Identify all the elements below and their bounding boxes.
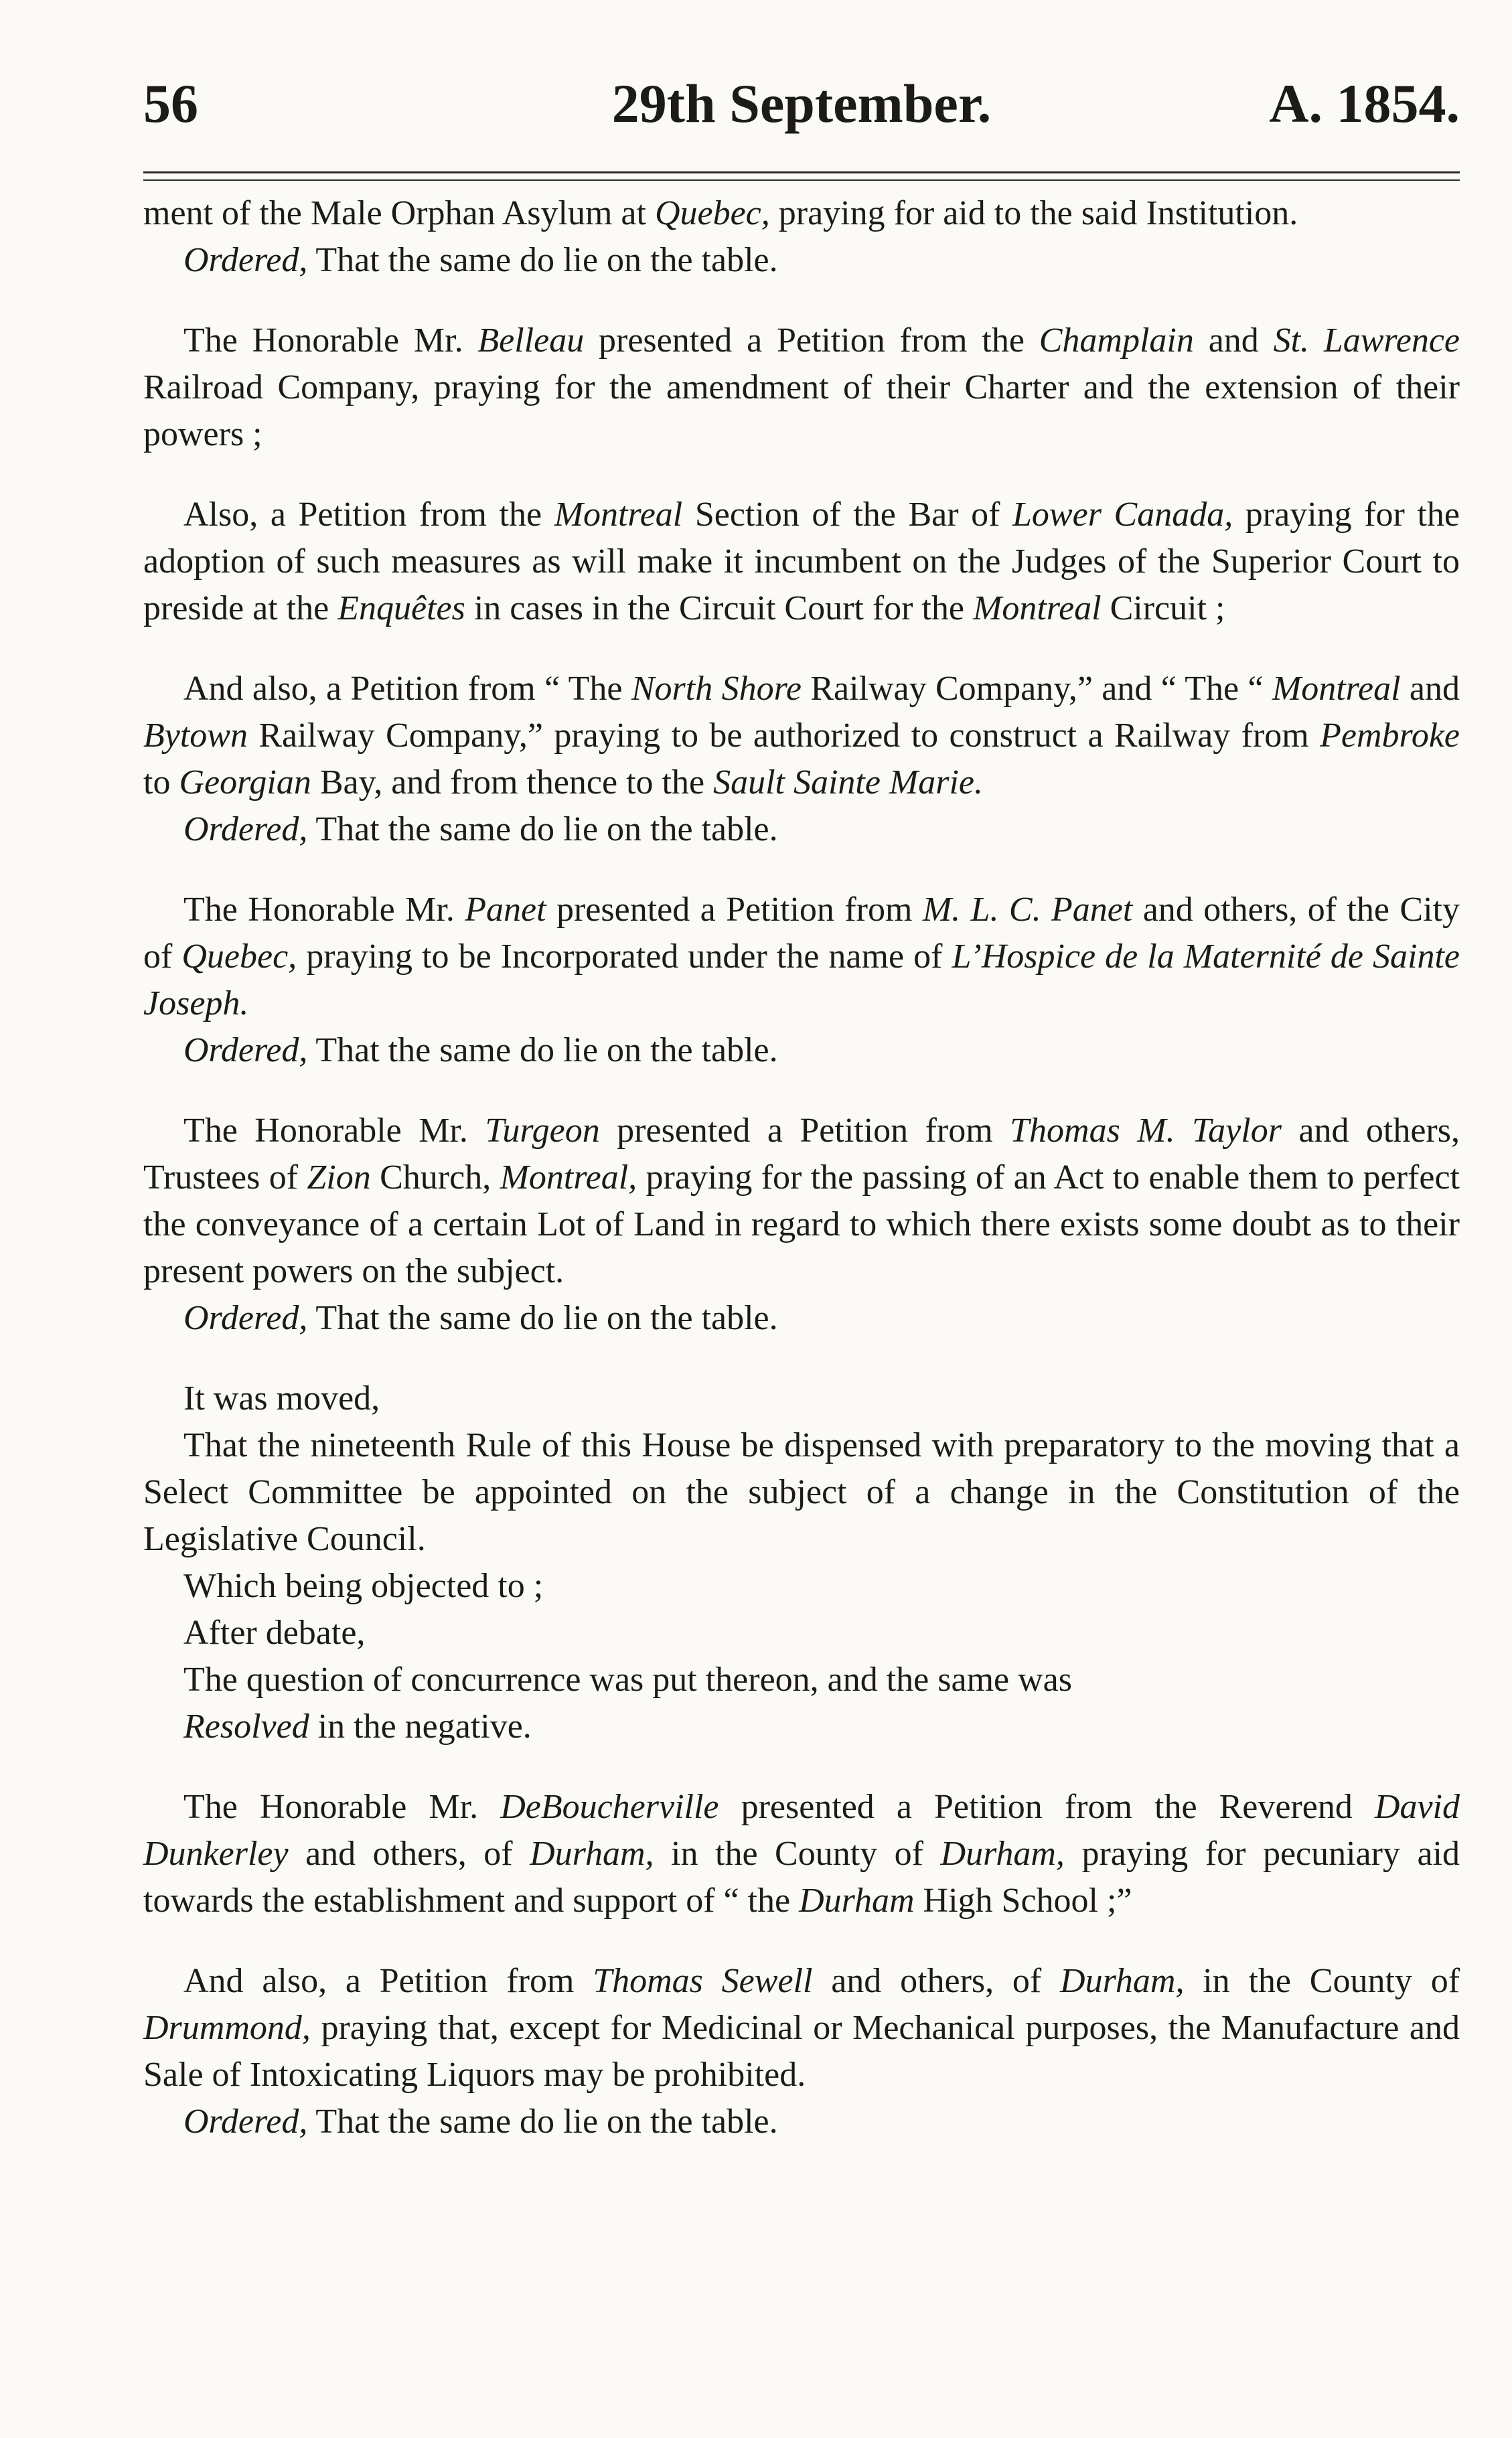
document-body (143, 190, 1460, 2145)
debate-line: After debate, (183, 1614, 366, 1652)
header-year: A. 1854. (1269, 73, 1460, 134)
paragraph-turgeon-petition: The Honorable Mr. Turgeon presented a Petition from Thomas M. Taylor and others, Trustees of Zion Church, Montreal, praying for the passing of an Act to enable them to perfect the conveyance of a certain Lot of Land in regard to which there exists some doubt as to their present powers on the subject. (143, 1112, 1460, 1290)
paragraph-belleau-petition: The Honorable Mr. Belleau presented a Petition from the Champlain and St. Lawrence Railroad Company, praying for the amendment of their Charter and the extension of their powers ; (143, 321, 1460, 453)
paragraph-panet-petition: The Honorable Mr. Panet presented a Petition from M. L. C. Panet and others, of the City of Quebec, praying to be Incorporated under the name of L’Hospice de la Maternité de Sainte Joseph. (143, 891, 1460, 1022)
ordered-line: Ordered, That the same do lie on the table. (183, 1031, 778, 1069)
ordered-line: Ordered, That the same do lie on the table. (183, 810, 778, 848)
ordered-line: Ordered, That the same do lie on the table. (183, 1299, 778, 1337)
motion-text: That the nineteenth Rule of this House be dispensed with preparatory to the moving that a Select Committee be appointed on the subject of a change in the Constitution of the Legislative Council. (143, 1426, 1460, 1558)
ordered-line: Ordered, That the same do lie on the table. (183, 241, 778, 279)
header-rule (143, 171, 1460, 181)
paragraph-orphan-asylum: ment of the Male Orphan Asylum at Quebec, praying for aid to the said Institution. (143, 194, 1298, 232)
question-line: The question of concurrence was put thereon, and the same was (183, 1661, 1072, 1699)
motion-intro: It was moved, (183, 1379, 380, 1418)
paragraph-sewell-petition: And also, a Petition from Thomas Sewell and others, of Durham, in the County of Drummond, praying that, except for Medicinal or Mechanical purposes, the Manufacture and Sale of Intoxicating Liquors may be prohibited. (143, 1962, 1460, 2094)
document-page (143, 67, 1460, 2145)
ordered-line: Ordered, That the same do lie on the table. (183, 2103, 778, 2141)
paragraph-montreal-bar-petition: Also, a Petition from the Montreal Section of the Bar of Lower Canada, praying for the adoption of such measures as will make it incumbent on the Judges of the Superior Court to preside at the Enquêtes in cases in the Circuit Court for the Montreal Circuit ; (143, 496, 1460, 627)
paragraph-railway-petition: And also, a Petition from “ The North Shore Railway Company,” and “ The “ Montreal and Bytown Railway Company,” praying to be authorized to construct a Railway from Pembroke to Georgian Bay, and from thence to the Sault Sainte Marie. (143, 670, 1460, 802)
resolved-line: Resolved in the negative. (183, 1707, 532, 1746)
paragraph-deboucherville-petition: The Honorable Mr. DeBoucherville presented a Petition from the Reverend David Dunkerley and others, of Durham, in the County of Durham, praying for pecuniary aid towards the establishment and support of “ the Durham High School ;” (143, 1788, 1460, 1920)
page-number: 56 (143, 73, 198, 134)
page-header (143, 67, 1460, 141)
objection-line: Which being objected to ; (183, 1567, 544, 1605)
header-date: 29th September. (611, 73, 992, 134)
